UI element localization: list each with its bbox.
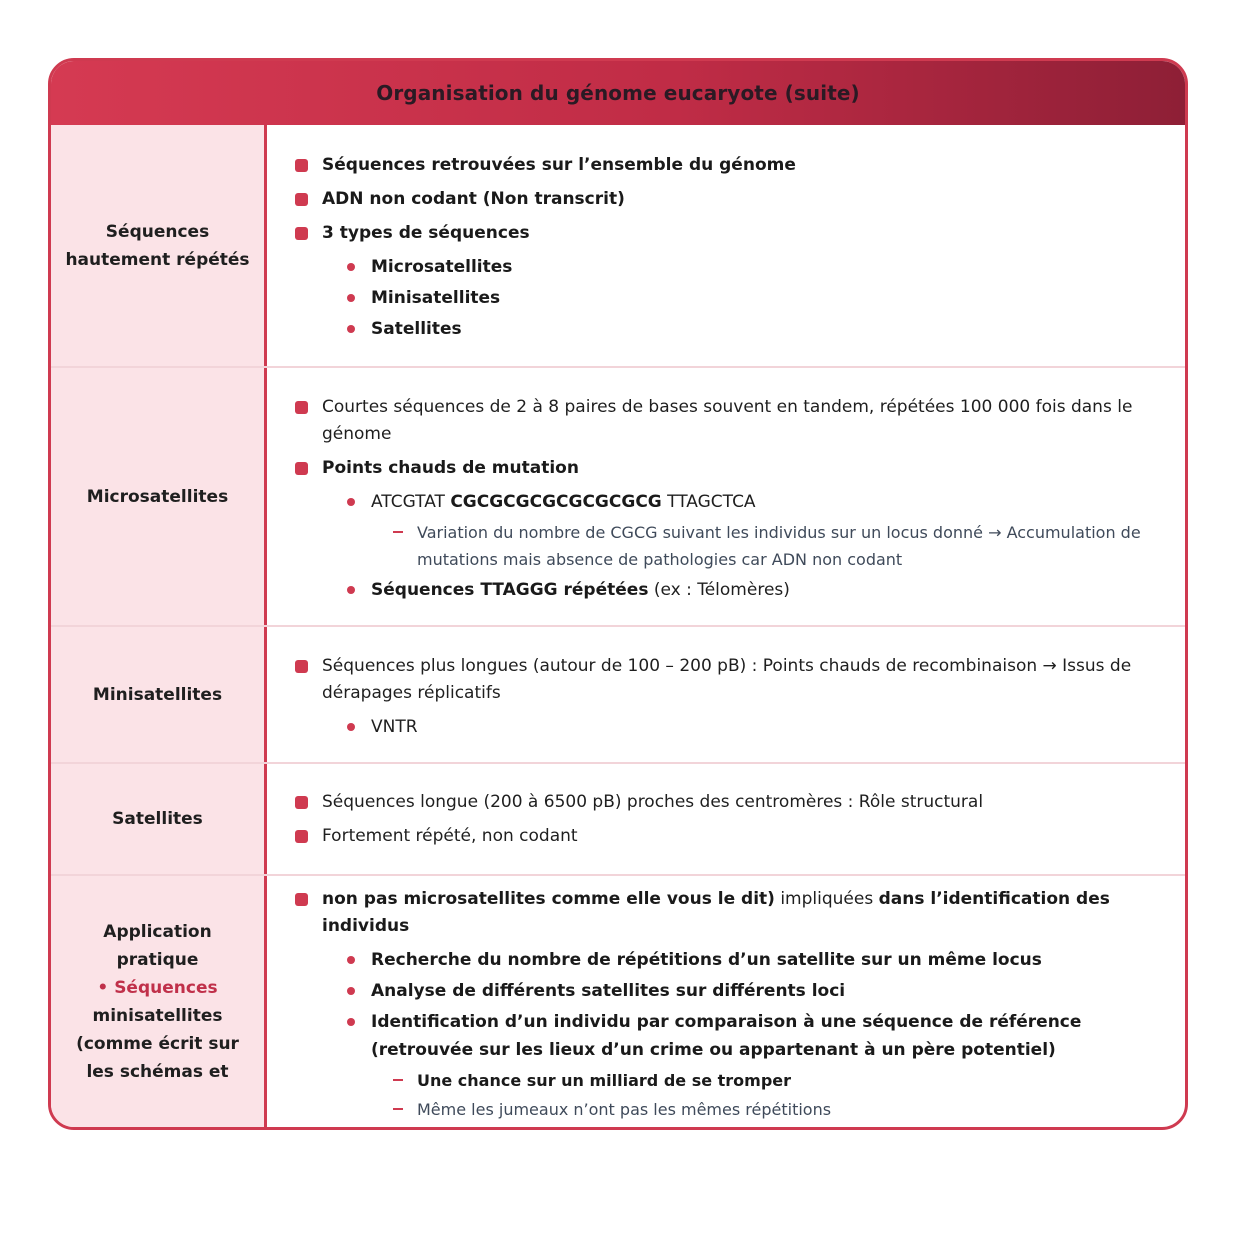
row-label-text: Minisatellites <box>92 684 223 705</box>
row-content <box>267 368 1185 625</box>
list-item: Séquences plus longues (autour de 100 – 200 pB) : Points chauds de recombinaison → Issus de dérapages réplicatifs <box>295 653 1157 707</box>
sequence-flank-left: ATCGTAT <box>371 491 451 512</box>
card-title: Organisation du génome eucaryote (suite) <box>376 81 860 105</box>
row-content <box>267 627 1185 762</box>
card-header <box>51 61 1185 125</box>
row-label <box>51 125 267 366</box>
telomere-text: Séquences TTAGGG répétées <box>371 579 649 600</box>
sub-sub-list-item: Une chance sur un milliard de se tromper <box>391 1067 1157 1094</box>
sub-list-item: Minisatellites <box>343 284 1157 312</box>
row-label-text: Microsatellites <box>86 486 229 507</box>
sub-list-item: VNTR <box>343 713 1157 741</box>
list-item: Courtes séquences de 2 à 8 paires de bases souvent en tandem, répétées 100 000 fois dans le génome <box>295 394 1157 448</box>
row-content <box>267 764 1185 874</box>
list-item: 3 types de séquences <box>295 220 1157 247</box>
list-item: Points chauds de mutation <box>295 455 1157 482</box>
row-microsatellites <box>51 366 1185 625</box>
row-content <box>267 125 1185 366</box>
sub-list-item: Microsatellites <box>343 253 1157 281</box>
list-item: Fortement répété, non codant <box>295 823 1157 850</box>
row-label <box>51 368 267 625</box>
sub-list-item <box>343 488 1157 516</box>
sub-list-item: Identification d’un individu par comparaison à une séquence de référence (retrouvée sur les lieux d’un crime ou appartenant à un père potentiel) <box>343 1008 1157 1064</box>
summary-card <box>48 58 1188 1130</box>
list-item-part: dans l’identification des individus <box>322 888 1110 936</box>
list-item: Séquences longue (200 à 6500 pB) proches des centromères : Rôle structural <box>295 789 1157 816</box>
list-item-part: non pas microsatellites comme elle vous le dit) <box>322 888 775 909</box>
list-item-part: impliquées <box>774 888 879 909</box>
sub-list-item: Satellites <box>343 315 1157 343</box>
list-item <box>295 886 1157 940</box>
list-item: Séquences retrouvées sur l’ensemble du génome <box>295 152 1157 179</box>
row-label-accent: • Séquences <box>97 977 218 998</box>
row-label <box>51 764 267 874</box>
sequence-repeat: CGCGCGCGCGCGCGCG <box>450 491 662 512</box>
row-label-text: Satellites <box>112 809 203 829</box>
list-item: ADN non codant (Non transcrit) <box>295 186 1157 213</box>
row-satellites <box>51 762 1185 874</box>
row-minisatellites <box>51 625 1185 762</box>
row-label-line: Application pratique <box>103 921 212 970</box>
row-label <box>51 876 267 1127</box>
row-sequences-repetees <box>51 125 1185 366</box>
row-application-pratique <box>51 874 1185 1127</box>
row-content <box>267 876 1185 1127</box>
sub-list-item: Analyse de différents satellites sur différents loci <box>343 977 1157 1005</box>
sub-sub-list-item: Même les jumeaux n’ont pas les mêmes répétitions <box>391 1096 1157 1123</box>
row-label <box>51 627 267 762</box>
sequence-flank-right: TTAGCTCA <box>661 491 756 512</box>
telomere-example: (ex : Télomères) <box>648 579 790 600</box>
sub-list-item <box>343 576 1157 604</box>
row-label-text: Séquences hautement répétés <box>65 221 250 270</box>
sub-sub-list-item: Variation du nombre de CGCG suivant les individus sur un locus donné → Accumulation de mutations mais absence de pathologies car ADN non codant <box>391 519 1157 573</box>
row-label-line: minisatellites (comme écrit sur les schémas et <box>76 1005 239 1082</box>
sub-list-item: Recherche du nombre de répétitions d’un satellite sur un même locus <box>343 946 1157 974</box>
